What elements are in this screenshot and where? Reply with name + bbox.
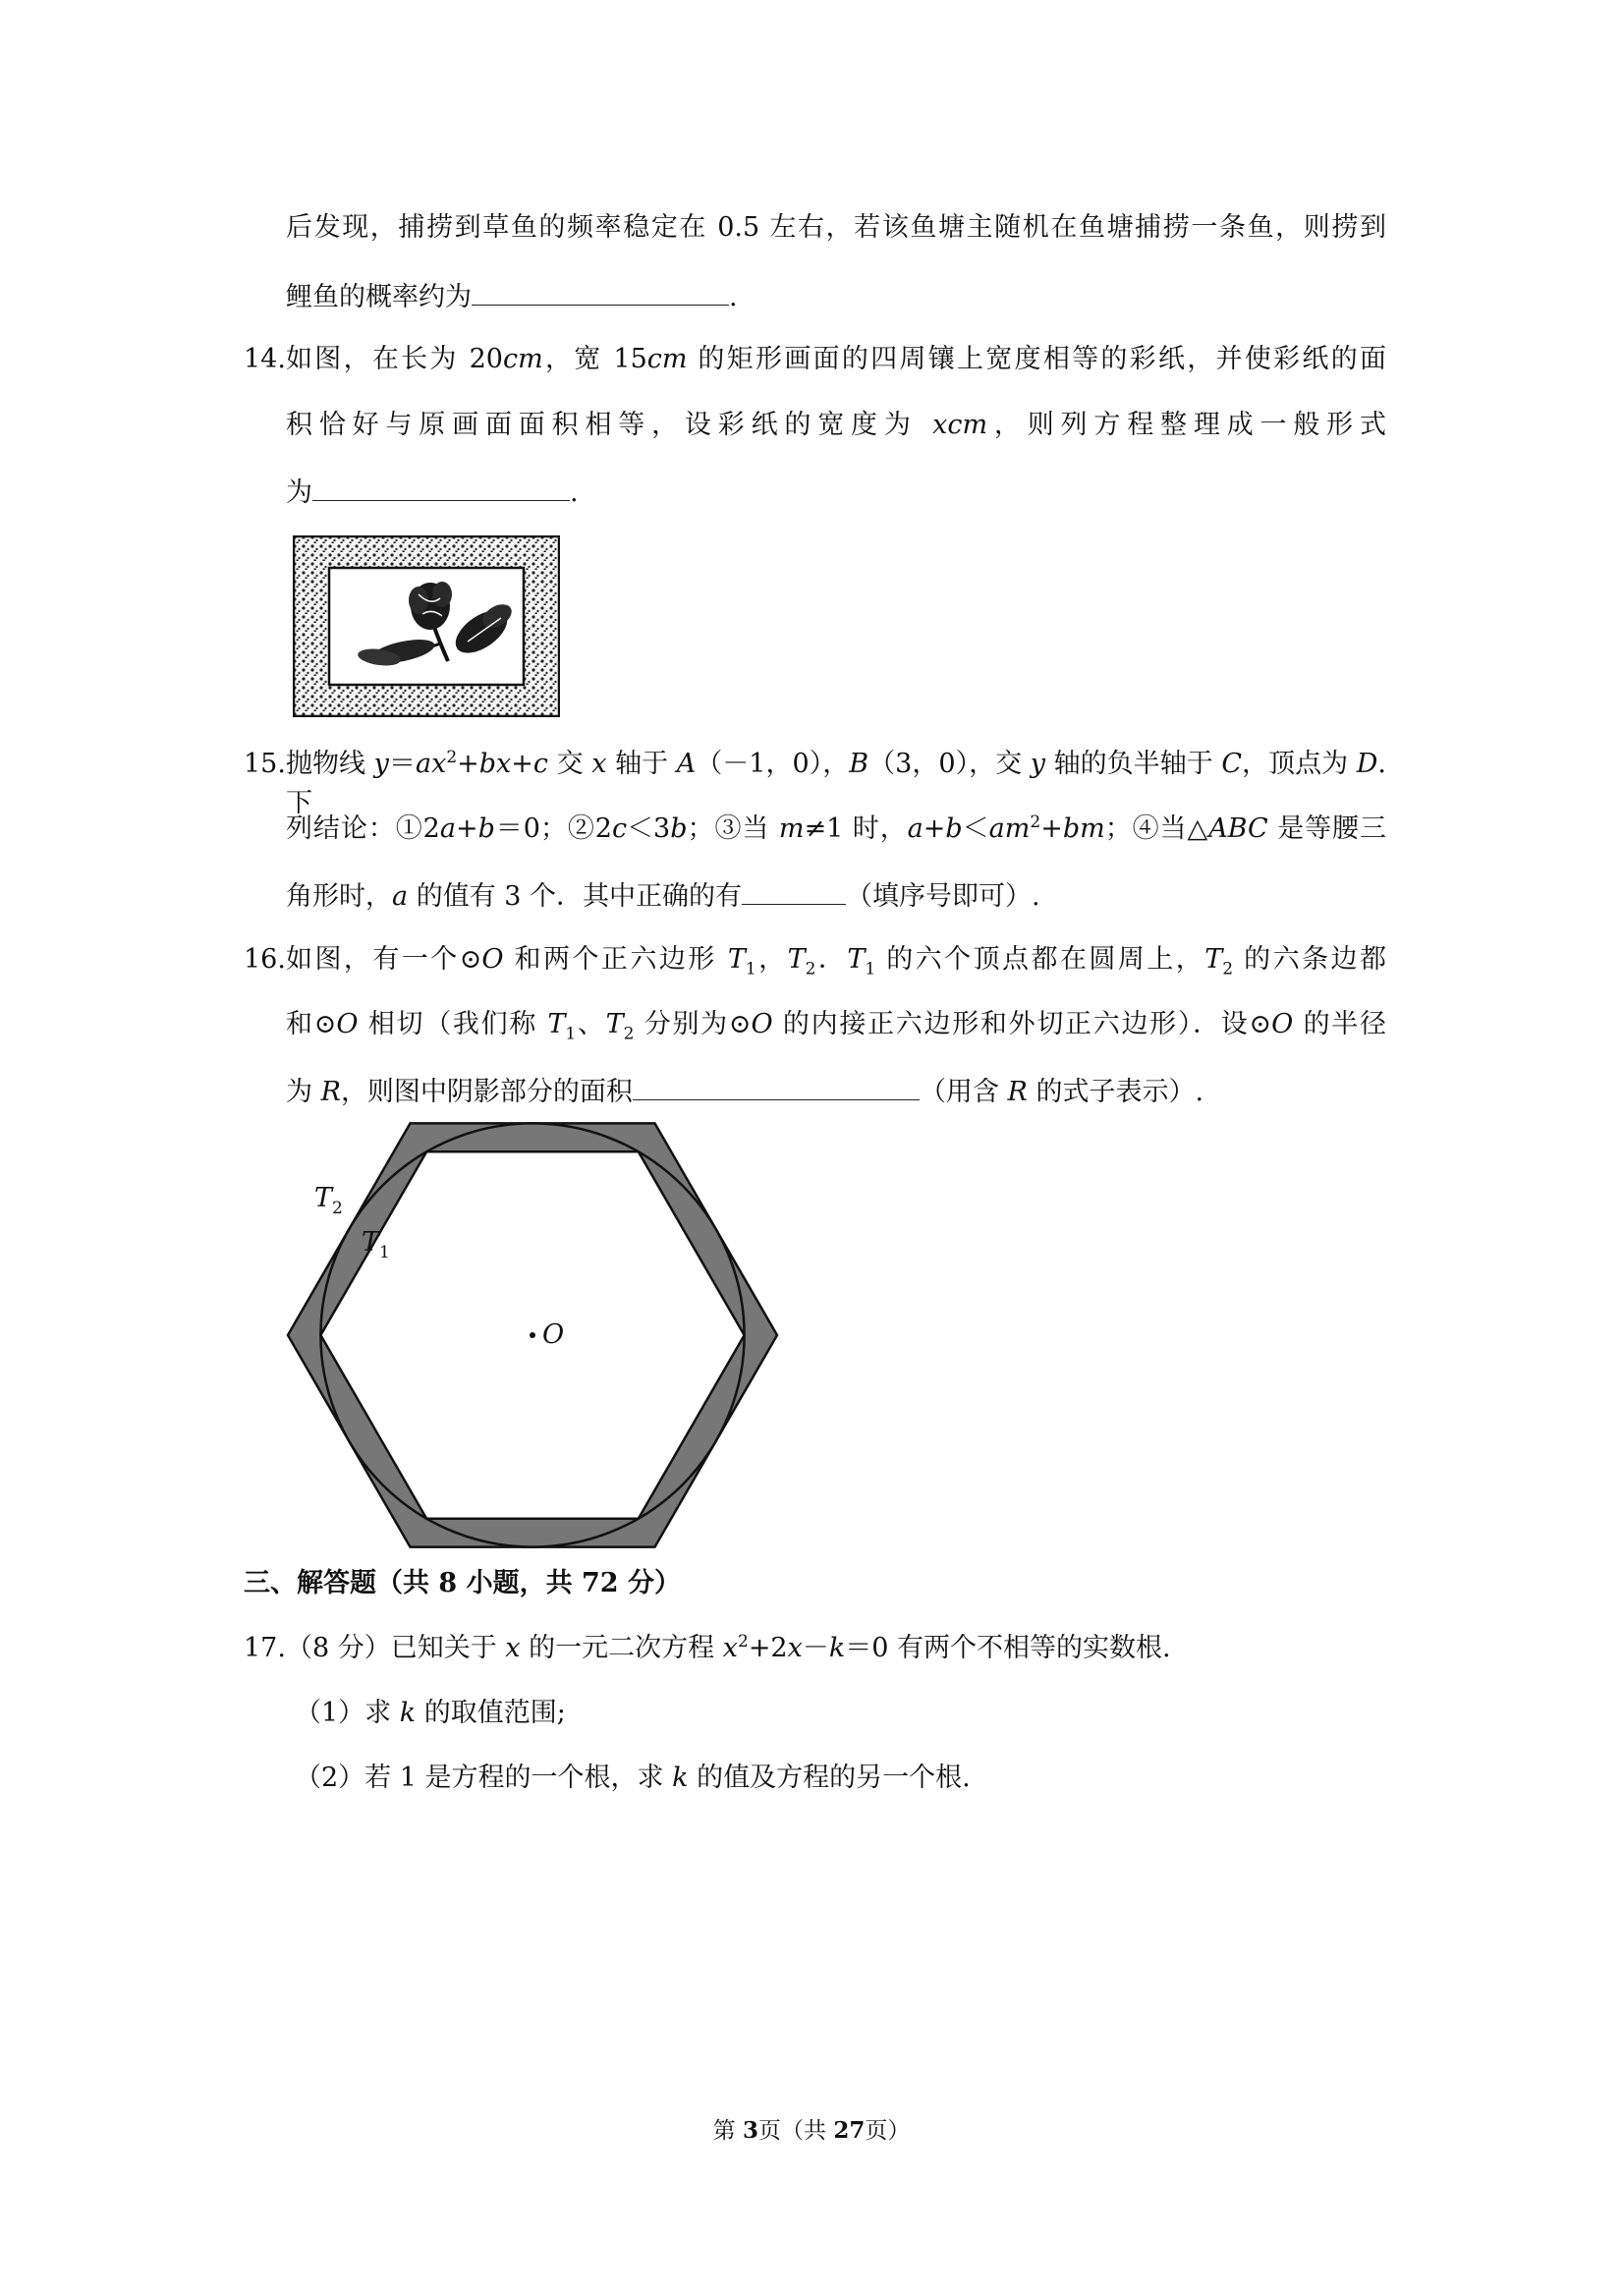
- q14-line-3: 为 .: [286, 471, 579, 513]
- answer-blank[interactable]: [472, 275, 729, 306]
- hexagon-circle-diagram: [285, 1115, 796, 1552]
- q13-line-2: 鲤鱼的概率约为 .: [286, 275, 738, 317]
- label-t1: $T_1$: [362, 1227, 390, 1262]
- q16-number: 16.: [244, 944, 286, 975]
- page-footer: 第 3页（共 27页）: [712, 2117, 911, 2144]
- q15-line-1: 抛物线 $y=ax^2+bx+c$ 交 x 轴于 A（－1，0），B（3，0），交 y 轴的负半轴于 C，顶点为 D.下: [286, 748, 1386, 818]
- answer-blank[interactable]: [312, 471, 570, 501]
- q14-line-2: 积恰好与原画面面积相等，设彩纸的宽度为 xcm，则列方程整理成一般形式: [286, 410, 1386, 440]
- q14-line-1: 如图，在长为 20cm，宽 15cm 的矩形画面的四周镶上宽度相等的彩纸，并使彩纸的面: [286, 344, 1386, 374]
- q17-part-2: （2）若 1 是方程的一个根，求 k 的值及方程的另一个根.: [295, 1763, 971, 1793]
- q15-line-2: 列结论：①2a+b＝0；②2c＜3b；③当 m≠1 时，$a+b<am^2+bm$；④当△ABC 是等腰三: [286, 812, 1386, 844]
- label-o: O: [542, 1319, 565, 1350]
- q15-number: 15.: [244, 749, 286, 779]
- center-point-o: [530, 1332, 535, 1338]
- label-t2: $T_2$: [314, 1183, 343, 1218]
- q16-line-1: 如图，有一个⊙O 和两个正六边形 $T_1$，$T_2$．$T_1$ 的六个顶点都在圆周上，$T_2$ 的六条边都: [286, 944, 1386, 980]
- answer-blank[interactable]: [633, 1070, 920, 1100]
- q14-number: 14.: [244, 344, 286, 374]
- q16-line-3: 为 R，则图中阴影部分的面积 （用含 R 的式子表示）.: [286, 1070, 1203, 1112]
- q17-part-1: （1）求 k 的取值范围;: [295, 1698, 566, 1728]
- q17-line-1: （8 分）已知关于 x 的一元二次方程 $x^2+2x-k=0$ 有两个不相等的实数根.: [286, 1632, 1171, 1663]
- framed-painting-figure: [293, 535, 560, 717]
- answer-blank[interactable]: [742, 874, 846, 905]
- q15-line-3: 角形时，a 的值有 3 个．其中正确的有 （填序号即可）.: [286, 874, 1040, 917]
- q17-number: 17.: [244, 1633, 286, 1663]
- q13-line-1: 后发现，捕捞到草鱼的频率稳定在 0.5 左右，若该鱼塘主随机在鱼塘捕捞一条鱼，则捞到: [286, 212, 1386, 243]
- section-heading: 三、解答题（共 8 小题，共 72 分）: [244, 1568, 681, 1598]
- q16-line-2: 和⊙O 相切（我们称 $T_1$、$T_2$ 分别为⊙O 的内接正六边形和外切正六边形）．设⊙O 的半径: [286, 1009, 1386, 1044]
